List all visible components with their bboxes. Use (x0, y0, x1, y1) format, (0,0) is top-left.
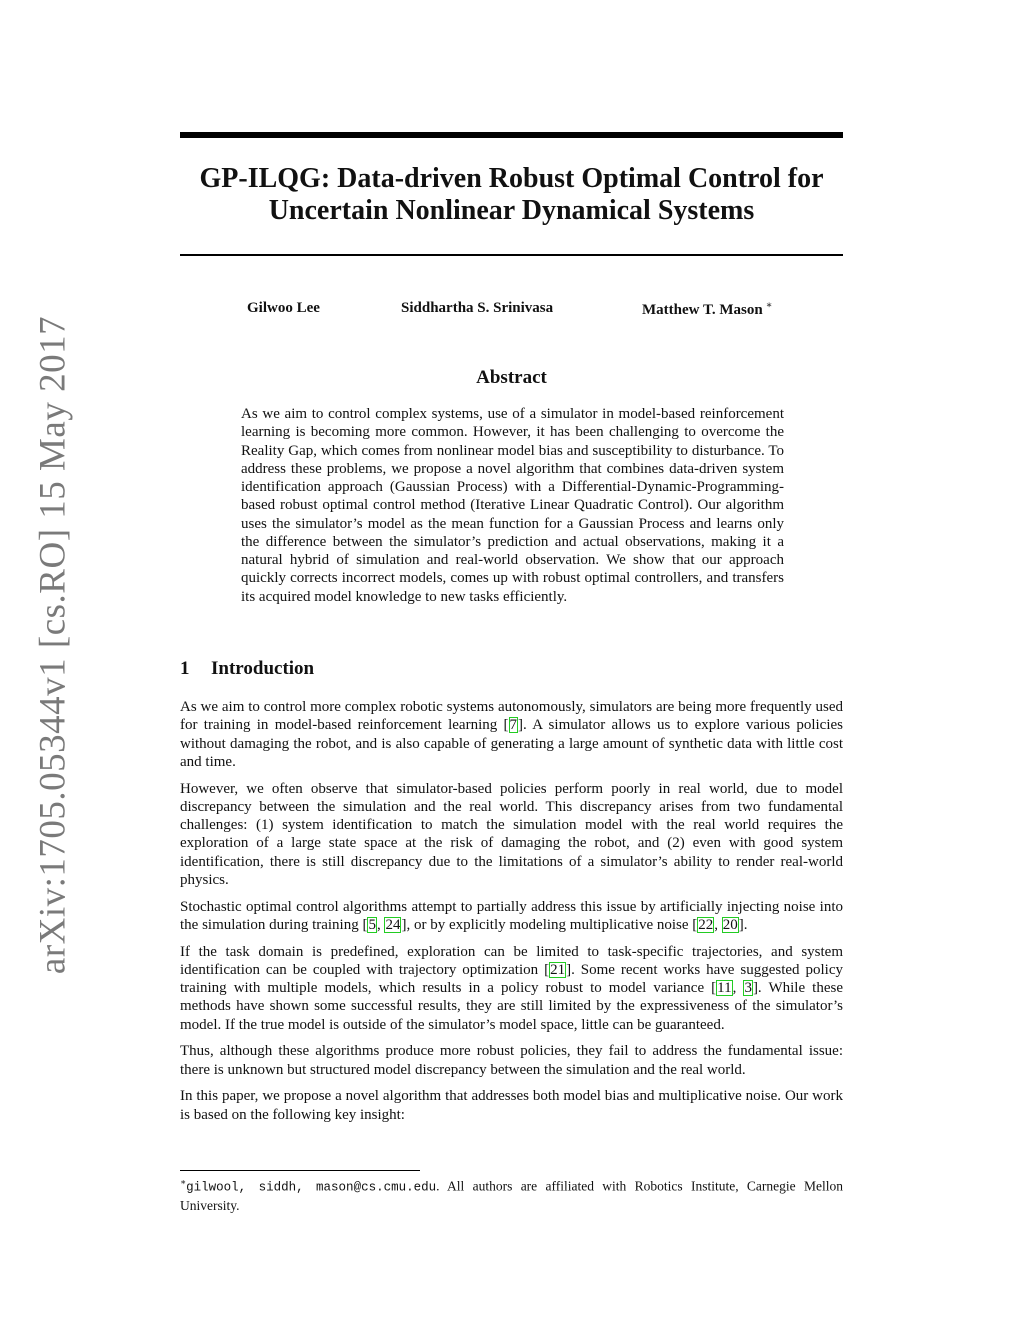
paragraph-5: Thus, although these algorithms produce more robust policies, they fail to address the fundamental issue: there is unknown but structured model discrepancy between the simulation and the real world. (180, 1043, 843, 1078)
title-line-1: GP-ILQG: Data-driven Robust Optimal Control for (199, 163, 824, 194)
footnote-mark: ∗ (180, 1177, 187, 1187)
citation-separator: , (376, 916, 385, 933)
section-number: 1 (180, 658, 190, 679)
author-name: Gilwoo Lee (247, 300, 320, 316)
footnote-rule (180, 1170, 420, 1171)
paper-title (180, 163, 843, 227)
footnote-text: . All authors are affiliated with Robotics Institute, Carnegie Mellon University. (180, 1178, 843, 1213)
paragraph-text: ]. While these methods have shown some successful results, they are still limited by the expressiveness of the simulator’s model. If the true model is outside of the simulator’s model space, little can be guaranteed. (180, 980, 843, 1033)
citation-separator: , (714, 916, 722, 933)
citation-link[interactable]: 21 (550, 961, 566, 978)
author-1 (247, 300, 320, 317)
title-top-rule (180, 132, 843, 138)
abstract-body: As we aim to control complex systems, use of a simulator in model-based reinforcement learning is becoming more common. However, it has been challenging to overcome the Reality Gap, which comes from nonlinear model bias and susceptibility to disturbance. To address these problems, we propose a novel algorithm that combines data-driven system identification approach (Gaussian Process) with a Differential-Dynamic-Programming-based robust optimal control method (Iterative Linear Quadratic Control). Our algorithm uses the simulator’s model as the mean function for a Gaussian Process and learns only the difference between the simulator’s prediction and actual observations, making it a natural hybrid of simulation and real-world observation. We show that our approach quickly corrects incorrect models, comes up with robust optimal controllers, and transfers its acquired model knowledge to new tasks efficiently. (241, 406, 784, 605)
paragraph-3 (180, 898, 843, 935)
paragraph-text: As we aim to control more complex robotic systems autonomously, simulators are being more frequently used for training in model-based reinforcement learning [ (180, 699, 843, 734)
paragraph-text: ]. Some recent works have suggested policy training with multiple models, which results in a policy robust to model variance [ (180, 961, 843, 996)
citation-link[interactable]: 24 (385, 916, 401, 933)
author-name: Siddhartha S. Srinivasa (401, 300, 554, 316)
citation-separator: , (732, 980, 744, 996)
citation-link[interactable]: 7 (509, 717, 518, 734)
paragraph-text: If the task domain is predefined, exploration can be limited to task-specific trajectories, and system identification can be coupled with trajectory optimization [ (180, 943, 843, 978)
paragraph-1 (180, 698, 843, 771)
author-2 (401, 300, 553, 317)
author-name: Matthew T. Mason (642, 302, 763, 318)
paragraph-6: In this paper, we propose a novel algorithm that addresses both model bias and multiplicative noise. Our work is based on the following key insight: (180, 1088, 843, 1123)
paragraph-text: Stochastic optimal control algorithms attempt to partially address this issue by artificially injecting noise into the simulation during training [ (180, 898, 843, 933)
introduction-body (180, 698, 843, 1132)
section-heading-introduction (180, 658, 314, 680)
footnote (180, 1174, 843, 1214)
citation-link[interactable]: 3 (744, 980, 752, 996)
section-title: Introduction (211, 658, 315, 679)
author-3 (642, 300, 773, 319)
citation-link[interactable]: 11 (717, 980, 732, 996)
paragraph-text: ]. A simulator allows us to explore various policies without damaging the robot, and is also capable of generating a large amount of synthetic data with little cost and time. (180, 717, 843, 770)
paragraph-text: ], or by explicitly modeling multiplicative noise [ (401, 916, 698, 933)
footnote-emails: gilwool, siddh, mason@cs.cmu.edu (186, 1180, 437, 1195)
citation-link[interactable]: 5 (368, 916, 376, 933)
citation-link[interactable]: 20 (722, 916, 738, 933)
arxiv-identifier: arXiv:1705.05344v1 [cs.RO] 15 May 2017 (32, 315, 74, 975)
title-line-2: Uncertain Nonlinear Dynamical Systems (268, 195, 755, 226)
title-bottom-rule (180, 254, 843, 256)
abstract-heading: Abstract (476, 367, 547, 388)
paragraph-2: However, we often observe that simulator-based policies perform poorly in real world, due to model discrepancy between the simulation and the real world. This discrepancy arises from two fundamental challenges: (1) system identification to match the simulation model with the real world requires the exploration of a large state space at the risk of damaging the robot, and (2) even with good system identification, there is still discrepancy due to the limitations of a simulator’s ability to render real-world physics. (180, 780, 843, 888)
citation-link[interactable]: 22 (698, 916, 714, 933)
paragraph-4 (180, 943, 843, 1034)
footnote-mark[interactable]: ∗ (765, 300, 773, 311)
paragraph-text: ]. (738, 916, 748, 933)
